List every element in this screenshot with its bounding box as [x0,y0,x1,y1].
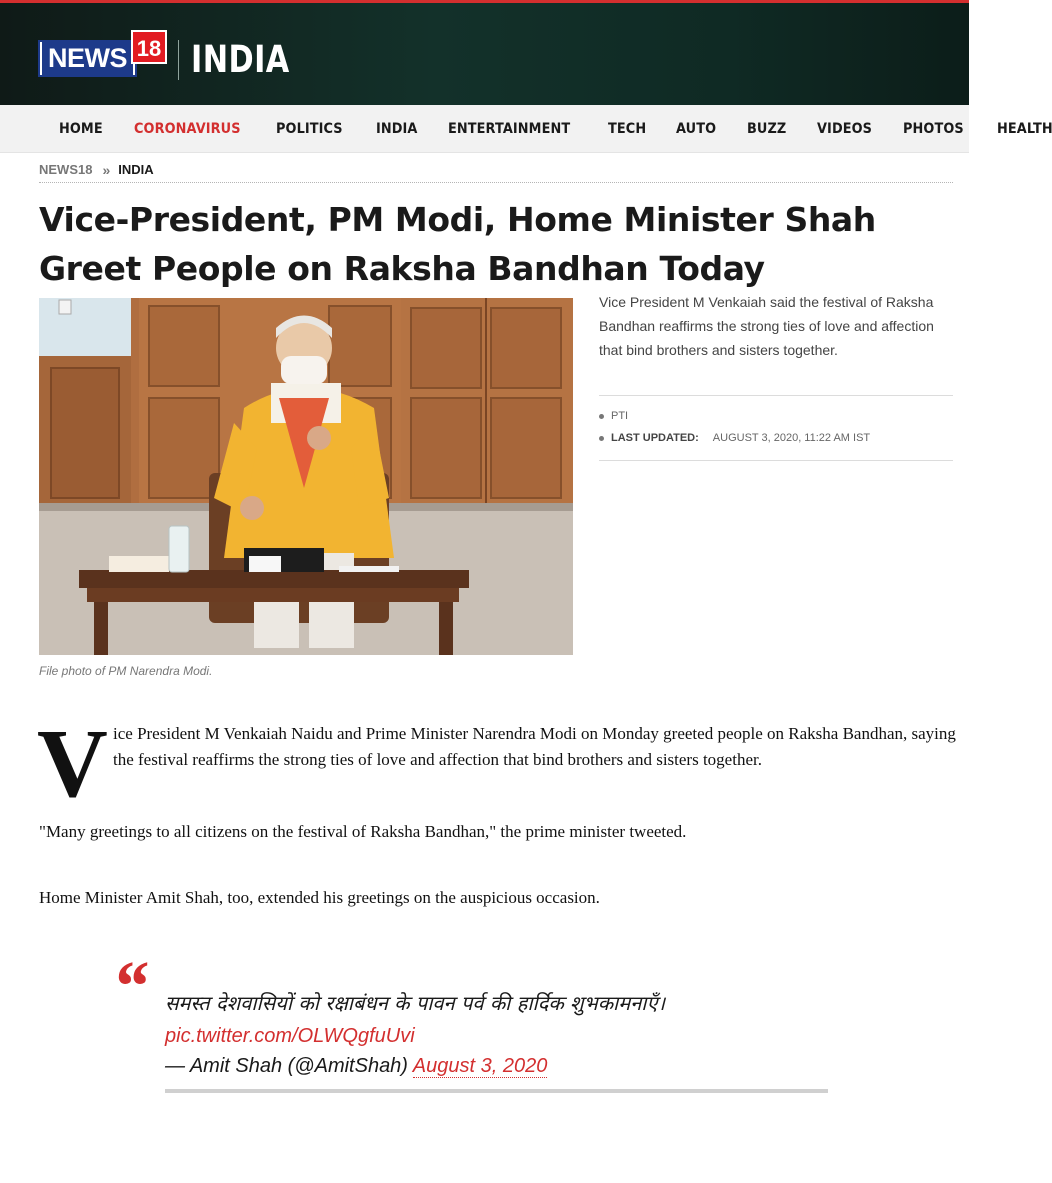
news18-logo[interactable] [38,30,167,80]
meta-updated-row [599,432,870,444]
quote-mark-icon: “ [112,946,148,1026]
nav-item-auto[interactable]: AUTO [676,120,717,137]
logo-box [38,40,137,77]
meta-source[interactable]: PTI [611,410,629,422]
article-headline: Vice-President, PM Modi, Home Minister Shah Greet People on Raksha Bandhan Today [39,200,876,288]
breadcrumb [39,157,953,183]
image-caption: File photo of PM Narendra Modi. [39,664,213,678]
logo-news-text: NEWS [42,42,133,75]
meta-source-row [599,410,628,422]
tweet-date-link[interactable]: August 3, 2020 [412,1055,548,1077]
article-meta [599,395,953,461]
main-nav [0,105,1052,153]
breadcrumb-current[interactable]: INDIA [118,162,154,177]
article-summary: Vice President M Venkaiah said the festival of Raksha Bandhan reaffirms the strong ties of love and affection that bind brothers and sisters together. [599,294,934,358]
header-divider [178,40,179,80]
article-paragraph-2: "Many greetings to all citizens on the festival of Raksha Bandhan," the prime minister tweeted. [39,822,687,841]
bullet-icon [599,414,604,419]
section-title[interactable]: INDIA [191,38,290,81]
tweet-signature [165,1051,547,1081]
article-paragraph-1: ice President M Venkaiah Naidu and Prime Minister Narendra Modi on Monday greeted people on Raksha Bandhan, saying the festival reaffirms the strong ties of love and affection that bind brothers and sisters together. [113,724,956,769]
nav-item-buzz[interactable]: BUZZ [746,120,787,137]
nav-item-politics[interactable]: POLITICS [276,120,344,137]
nav-item-india[interactable]: INDIA [375,120,418,137]
article-hero-image [39,298,573,655]
tweet-divider [165,1089,828,1093]
bullet-icon [599,436,604,441]
site-header [0,0,969,105]
breadcrumb-separator: » [102,161,111,178]
nav-item-tech[interactable]: TECH [607,120,646,137]
meta-updated-value: AUGUST 3, 2020, 11:22 AM IST [712,432,871,444]
tweet-pic-link[interactable]: pic.twitter.com/OLWQgfuUvi [165,1025,415,1047]
dropcap-letter: V [37,710,108,818]
logo-18-badge: 18 [131,30,167,64]
nav-item-health[interactable]: HEALTH [996,120,1052,137]
nav-item-entertainment[interactable]: ENTERTAINMENT [447,120,571,137]
tweet-author[interactable]: — Amit Shah (@AmitShah) [165,1055,408,1077]
tweet-text: समस्त देशवासियों को रक्षाबंधन के पावन पर्व की हार्दिक शुभकामनाएँ। [165,991,666,1015]
meta-updated-label: LAST UPDATED: [611,432,699,444]
nav-item-videos[interactable]: VIDEOS [816,120,872,137]
nav-item-coronavirus[interactable]: CORONAVIRUS [133,120,241,137]
breadcrumb-home[interactable]: NEWS18 [39,162,93,177]
article-paragraph-3: Home Minister Amit Shah, too, extended his greetings on the auspicious occasion. [39,888,600,907]
nav-item-photos[interactable]: PHOTOS [903,120,965,137]
nav-item-home[interactable]: HOME [59,120,103,137]
